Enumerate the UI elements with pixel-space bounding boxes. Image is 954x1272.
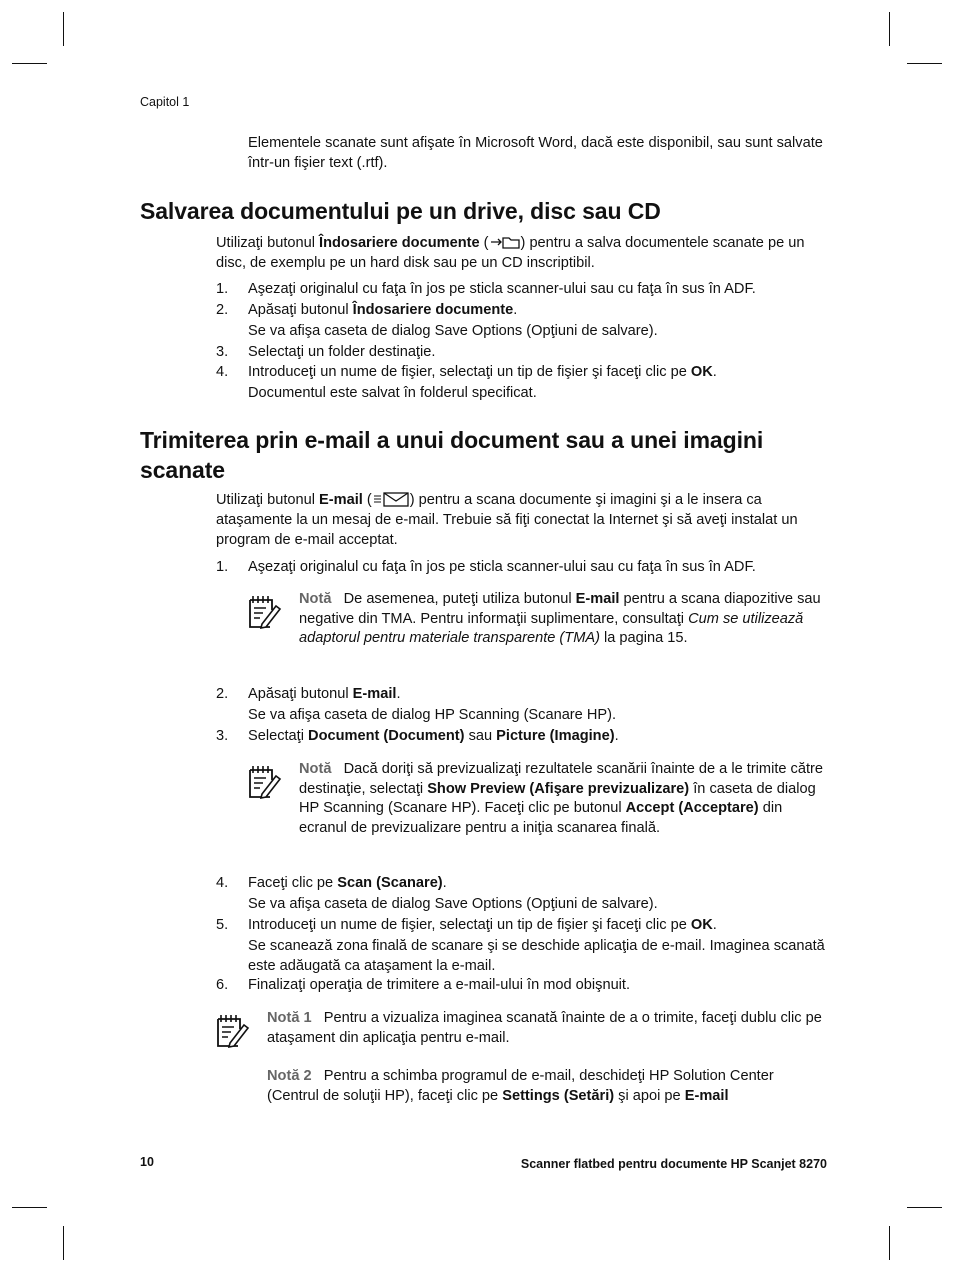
crop-mark: [889, 1226, 890, 1260]
intro-paragraph: Elementele scanate sunt afişate în Microsoft Word, dacă este disponibil, sau sunt salvate într-un fişier text (.rtf).: [248, 135, 823, 171]
section-title: Trimiterea prin e-mail a unui document sau a unei imagini scanate: [140, 427, 764, 483]
crop-mark: [907, 1207, 942, 1208]
crop-mark: [889, 12, 890, 46]
section-title: Salvarea documentului pe un drive, disc sau CD: [140, 198, 661, 224]
note: Notă De asemenea, puteţi utiliza butonul E-mail pentru a scana diapozitive sau negative din TMA. Pentru informaţii suplimentare, consultaţi Cum se utilizează adaptorul pentru materiale transparente (TMA) la pagina 15.: [299, 591, 821, 646]
list-item: 3. Selectaţi Document (Document) sau Picture (Imagine).: [216, 728, 619, 744]
list-item: 4. Faceţi clic pe Scan (Scanare). Se va afişa caseta de dialog Save Options (Opţiuni de salvare).: [216, 875, 658, 912]
note-pad-icon: [246, 764, 282, 800]
list-item: 1. Aşezaţi originalul cu faţa în jos pe sticla scanner-ului sau cu faţa în sus în ADF.: [216, 281, 756, 297]
crop-mark: [12, 1207, 47, 1208]
list-item: 2. Apăsaţi butonul Îndosariere documente. Se va afişa caseta de dialog Save Options (Opţiuni de salvare).: [216, 302, 658, 339]
list-item: 2. Apăsaţi butonul E-mail. Se va afişa caseta de dialog HP Scanning (Scanare HP).: [216, 686, 617, 723]
section-paragraph: Utilizaţi butonul Îndosariere documente ( ) pentru a salva documentele scanate pe un disc, de exemplu pe un hard disk sau pe un CD inscriptibil.: [216, 235, 805, 271]
chapter-header: Capitol 1: [140, 95, 190, 109]
list-item: 5. Introduceţi un nume de fişier, selectaţi un tip de fişier şi faceţi clic pe OK. Se scanează zona finală de scanare şi se deschide aplicaţia de e-mail. Imaginea scanată este adăugată ca ataşament la e-mail.: [216, 917, 825, 974]
list-item: 4. Introduceţi un nume de fişier, selectaţi un tip de fişier şi faceţi clic pe OK. Documentul este salvat în folderul specificat.: [216, 364, 717, 401]
envelope-icon: [372, 491, 410, 507]
crop-mark: [12, 63, 47, 64]
page-number: 10: [140, 1155, 154, 1169]
crop-mark: [63, 1226, 64, 1260]
folder-arrow-icon: [489, 235, 521, 249]
list-item: 1. Aşezaţi originalul cu faţa în jos pe sticla scanner-ului sau cu faţa în sus în ADF.: [216, 559, 756, 575]
note-pad-icon: [246, 594, 282, 630]
footer-product: Scanner flatbed pentru documente HP Scanjet 8270: [520, 1157, 827, 1171]
crop-mark: [907, 63, 942, 64]
list-item: 3. Selectaţi un folder destinaţie.: [216, 344, 436, 360]
list-item: 6. Finalizaţi operaţia de trimitere a e-mail-ului în mod obişnuit.: [216, 977, 631, 993]
crop-mark: [63, 12, 64, 46]
note: Notă 2 Pentru a schimba programul de e-mail, deschideţi HP Solution Center (Centrul de soluţii HP), faceţi clic pe Settings (Setări) şi apoi pe E-mail: [267, 1068, 774, 1104]
note: Notă Dacă doriţi să previzualizaţi rezultatele scanării înainte de a le trimite către destinaţie, selectaţi Show Preview (Afişare previzualizare) în caseta de dialog HP Scanning (Scanare HP). Faceţi clic pe butonul Accept (Acceptare) din ecranul de previzualizare pentru a iniţia scanarea finală.: [299, 761, 823, 836]
note: Notă 1 Pentru a vizualiza imaginea scanată înainte de a o trimite, faceţi dublu clic pe ataşament din aplicaţia pentru e-mail.: [267, 1010, 822, 1046]
note-pad-icon: [214, 1013, 250, 1049]
section-paragraph: Utilizaţi butonul E-mail ( ) pentru a scana documente şi imagini şi a le insera ca ataşamente la un mesaj de e-mail. Trebuie să fiţi conectat la Internet şi să aveţi instalat un program de e-mail acceptat.: [216, 492, 798, 548]
